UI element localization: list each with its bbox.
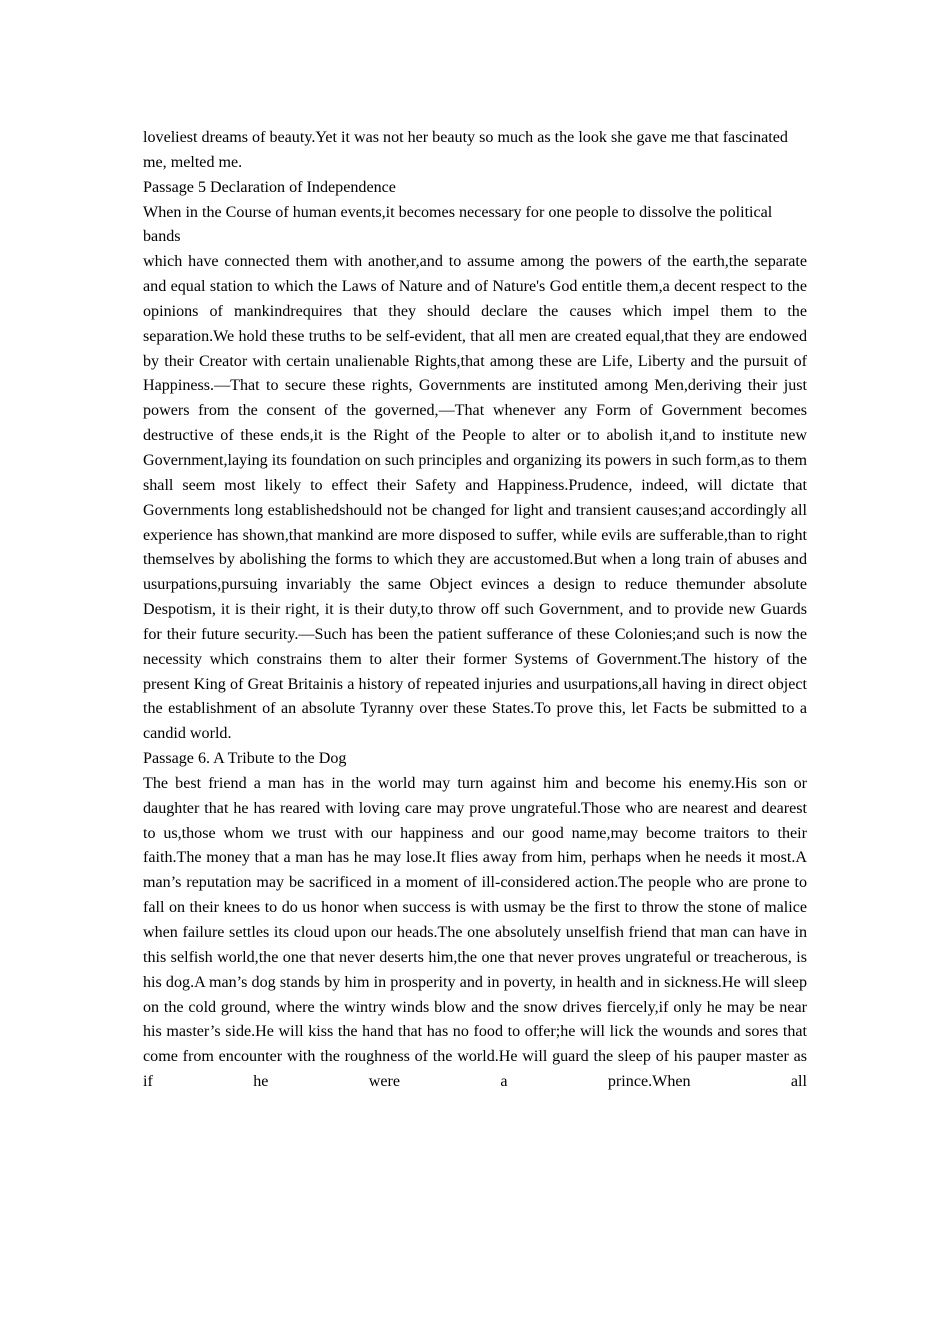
text-column xyxy=(143,126,807,1120)
paragraph-continuation: loveliest dreams of beauty.Yet it was not her beauty so much as the look she gave me that fascinated me, melted me. xyxy=(143,129,788,171)
heading-passage-5: Passage 5 Declaration of Independence xyxy=(143,178,396,196)
heading-passage-6: Passage 6. A Tribute to the Dog xyxy=(143,750,347,768)
paragraph-passage-5-body: which have connected them with another,and to assume among the powers of the earth,the separate and equal station to which the Laws of Nature and of Nature's God entitle them,a decent respect to the opinions of mankindrequires that they should declare the causes which impel them to the separation.We hold these truths to be self-evident, that all men are created equal,that they are endowed by their Creator with certain unalienable Rights,that among these are Life, Liberty and the pursuit of Happiness.—That to secure these rights, Governments are instituted among Men,deriving their just powers from the consent of the governed,—That whenever any Form of Government becomes destructive of these ends,it is the Right of the People to alter or to abolish it,and to institute new Government,laying its foundation on such principles and organizing its powers in such form,as to them shall seem most likely to effect their Safety and Happiness.Prudence, indeed, will dictate that Governments long establishedshould not be changed for light and transient causes;and accordingly all experience has shown,that mankind are more disposed to suffer, while evils are sufferable,than to right themselves by abolishing the forms to which they are accustomed.But when a long train of abuses and usurpations,pursuing invariably the same Object evinces a design to reduce themunder absolute Despotism, it is their right, it is their duty,to throw off such Government, and to provide new Guards for their future security.—Such has been the patient sufferance of these Colonies;and such is now the necessity which constrains them to alter their former Systems of Government.The history of the present King of Great Britainis a history of repeated injuries and usurpations,all having in direct object the establishment of an absolute Tyranny over these States.To prove this, let Facts be submitted to a candid world. xyxy=(143,253,807,743)
paragraph-passage-5-opening: When in the Course of human events,it becomes necessary for one people to dissolve the political bands xyxy=(143,203,773,246)
paragraph-passage-6-body: The best friend a man has in the world may turn against him and become his enemy.His son or daughter that he has reared with loving care may prove ungrateful.Those who are nearest and dearest to us,those whom we trust with our happiness and our good name,may become traitors to their faith.The money that a man has he may lose.It flies away from him, perhaps when he needs it most.A man’s reputation may be sacrificed in a moment of ill-considered action.The people who are prone to fall on their knees to do us honor when success is with usmay be the first to throw the stone of malice when failure settles its cloud upon our heads.The one absolutely unselfish friend that man can have in this selfish world,the one that never deserts him,the one that never proves ungrateful or treacherous, is his dog.A man’s dog stands by him in prosperity and in poverty, in health and in sickness.He will sleep on the cold ground, where the wintry winds blow and the snow drives fiercely,if only he may be near his master’s side.He will kiss the hand that has no food to offer;he will lick the wounds and sores that come from encounter with the roughness of the world.He will guard the sleep of his pauper master as if he were a prince.When all xyxy=(143,774,807,1091)
